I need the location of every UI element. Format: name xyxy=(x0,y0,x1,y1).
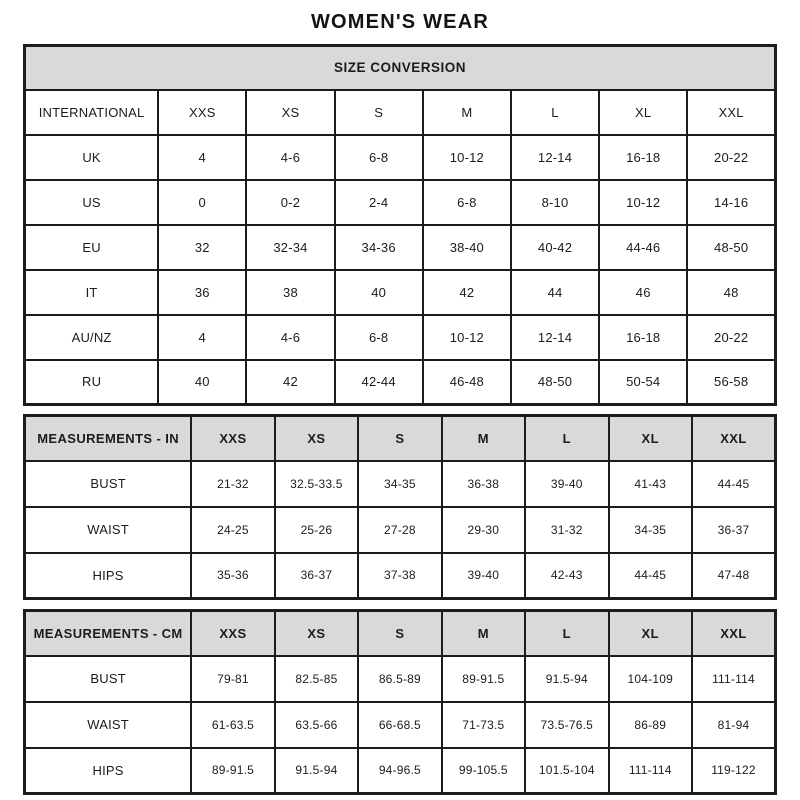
value-cell: 44-46 xyxy=(599,225,687,270)
table-row xyxy=(25,135,776,180)
value-cell: 4-6 xyxy=(246,135,334,180)
value-cell: 61-63.5 xyxy=(191,702,274,748)
value-cell: 0-2 xyxy=(246,180,334,225)
row-label: HIPS xyxy=(25,748,192,794)
value-cell: 91.5-94 xyxy=(525,656,608,702)
value-cell: 8-10 xyxy=(511,180,599,225)
size-conversion-title: SIZE CONVERSION xyxy=(25,46,776,90)
value-cell: 20-22 xyxy=(687,315,775,360)
value-cell: 104-109 xyxy=(609,656,692,702)
size-column-header: S xyxy=(358,416,441,461)
size-column-header: XXL xyxy=(692,611,776,656)
table-row xyxy=(25,360,776,405)
value-cell: 12-14 xyxy=(511,315,599,360)
size-conversion-header-row xyxy=(25,90,776,135)
value-cell: 66-68.5 xyxy=(358,702,441,748)
size-column-header: L xyxy=(525,611,608,656)
value-cell: 6-8 xyxy=(335,135,423,180)
size-column-header: XS xyxy=(275,416,358,461)
value-cell: 46-48 xyxy=(423,360,511,405)
measurements-cm-table xyxy=(23,609,777,795)
value-cell: 81-94 xyxy=(692,702,776,748)
value-cell: 32.5-33.5 xyxy=(275,461,358,507)
row-label: IT xyxy=(25,270,159,315)
row-label: HIPS xyxy=(25,553,192,599)
value-cell: 89-91.5 xyxy=(442,656,525,702)
value-cell: 42-44 xyxy=(335,360,423,405)
row-label: EU xyxy=(25,225,159,270)
size-column-header: XL xyxy=(609,416,692,461)
table-row xyxy=(25,180,776,225)
size-column-header: XS xyxy=(246,90,334,135)
table-row xyxy=(25,315,776,360)
value-cell: 6-8 xyxy=(335,315,423,360)
value-cell: 50-54 xyxy=(599,360,687,405)
value-cell: 36-38 xyxy=(442,461,525,507)
value-cell: 10-12 xyxy=(599,180,687,225)
value-cell: 86-89 xyxy=(609,702,692,748)
value-cell: 4-6 xyxy=(246,315,334,360)
value-cell: 31-32 xyxy=(525,507,608,553)
value-cell: 34-36 xyxy=(335,225,423,270)
size-column-header: XXS xyxy=(191,416,274,461)
value-cell: 82.5-85 xyxy=(275,656,358,702)
value-cell: 56-58 xyxy=(687,360,775,405)
value-cell: 40 xyxy=(335,270,423,315)
size-column-header: S xyxy=(335,90,423,135)
value-cell: 40 xyxy=(158,360,246,405)
table-row xyxy=(25,507,776,553)
value-cell: 42-43 xyxy=(525,553,608,599)
value-cell: 99-105.5 xyxy=(442,748,525,794)
value-cell: 34-35 xyxy=(358,461,441,507)
value-cell: 86.5-89 xyxy=(358,656,441,702)
value-cell: 91.5-94 xyxy=(275,748,358,794)
value-cell: 63.5-66 xyxy=(275,702,358,748)
size-column-header: INTERNATIONAL xyxy=(25,90,159,135)
row-label: US xyxy=(25,180,159,225)
value-cell: 10-12 xyxy=(423,315,511,360)
value-cell: 14-16 xyxy=(687,180,775,225)
table-row xyxy=(25,748,776,794)
value-cell: 111-114 xyxy=(609,748,692,794)
value-cell: 4 xyxy=(158,135,246,180)
value-cell: 94-96.5 xyxy=(358,748,441,794)
value-cell: 4 xyxy=(158,315,246,360)
value-cell: 101.5-104 xyxy=(525,748,608,794)
value-cell: 25-26 xyxy=(275,507,358,553)
measurements-in-header-row xyxy=(25,416,776,461)
value-cell: 27-28 xyxy=(358,507,441,553)
value-cell: 48-50 xyxy=(511,360,599,405)
value-cell: 42 xyxy=(423,270,511,315)
value-cell: 89-91.5 xyxy=(191,748,274,794)
row-label: AU/NZ xyxy=(25,315,159,360)
table-row xyxy=(25,461,776,507)
value-cell: 34-35 xyxy=(609,507,692,553)
value-cell: 119-122 xyxy=(692,748,776,794)
value-cell: 48 xyxy=(687,270,775,315)
value-cell: 47-48 xyxy=(692,553,776,599)
value-cell: 46 xyxy=(599,270,687,315)
row-label: BUST xyxy=(25,656,192,702)
value-cell: 40-42 xyxy=(511,225,599,270)
size-column-header: M xyxy=(423,90,511,135)
value-cell: 71-73.5 xyxy=(442,702,525,748)
value-cell: 111-114 xyxy=(692,656,776,702)
value-cell: 29-30 xyxy=(442,507,525,553)
table-row xyxy=(25,225,776,270)
value-cell: 37-38 xyxy=(358,553,441,599)
value-cell: 36 xyxy=(158,270,246,315)
value-cell: 73.5-76.5 xyxy=(525,702,608,748)
size-column-header: M xyxy=(442,611,525,656)
value-cell: 39-40 xyxy=(525,461,608,507)
value-cell: 36-37 xyxy=(275,553,358,599)
value-cell: 6-8 xyxy=(423,180,511,225)
value-cell: 44-45 xyxy=(609,553,692,599)
value-cell: 39-40 xyxy=(442,553,525,599)
value-cell: 32 xyxy=(158,225,246,270)
value-cell: 44 xyxy=(511,270,599,315)
value-cell: 16-18 xyxy=(599,135,687,180)
table-row xyxy=(25,553,776,599)
size-column-header: XXS xyxy=(158,90,246,135)
page-title: WOMEN'S WEAR xyxy=(310,11,490,33)
value-cell: 38-40 xyxy=(423,225,511,270)
value-cell: 38 xyxy=(246,270,334,315)
value-cell: 12-14 xyxy=(511,135,599,180)
value-cell: 48-50 xyxy=(687,225,775,270)
value-cell: 0 xyxy=(158,180,246,225)
measurements-cm-title: MEASUREMENTS - CM xyxy=(25,611,192,656)
value-cell: 42 xyxy=(246,360,334,405)
value-cell: 20-22 xyxy=(687,135,775,180)
value-cell: 36-37 xyxy=(692,507,776,553)
size-column-header: XXL xyxy=(687,90,775,135)
value-cell: 24-25 xyxy=(191,507,274,553)
table-row xyxy=(25,702,776,748)
value-cell: 41-43 xyxy=(609,461,692,507)
measurements-cm-header-row xyxy=(25,611,776,656)
measurements-in-title: MEASUREMENTS - IN xyxy=(25,416,192,461)
size-column-header: S xyxy=(358,611,441,656)
value-cell: 35-36 xyxy=(191,553,274,599)
row-label: BUST xyxy=(25,461,192,507)
size-conversion-banner-row xyxy=(25,46,776,90)
size-column-header: M xyxy=(442,416,525,461)
table-row xyxy=(25,270,776,315)
value-cell: 2-4 xyxy=(335,180,423,225)
value-cell: 10-12 xyxy=(423,135,511,180)
table-row xyxy=(25,656,776,702)
row-label: UK xyxy=(25,135,159,180)
value-cell: 16-18 xyxy=(599,315,687,360)
measurements-in-table xyxy=(23,414,777,600)
value-cell: 32-34 xyxy=(246,225,334,270)
value-cell: 44-45 xyxy=(692,461,776,507)
row-label: RU xyxy=(25,360,159,405)
row-label: WAIST xyxy=(25,507,192,553)
size-column-header: L xyxy=(511,90,599,135)
size-column-header: XXL xyxy=(692,416,776,461)
row-label: WAIST xyxy=(25,702,192,748)
value-cell: 21-32 xyxy=(191,461,274,507)
size-column-header: XS xyxy=(275,611,358,656)
size-conversion-table xyxy=(23,44,777,406)
value-cell: 79-81 xyxy=(191,656,274,702)
size-column-header: XL xyxy=(599,90,687,135)
size-column-header: XXS xyxy=(191,611,274,656)
size-column-header: L xyxy=(525,416,608,461)
size-column-header: XL xyxy=(609,611,692,656)
